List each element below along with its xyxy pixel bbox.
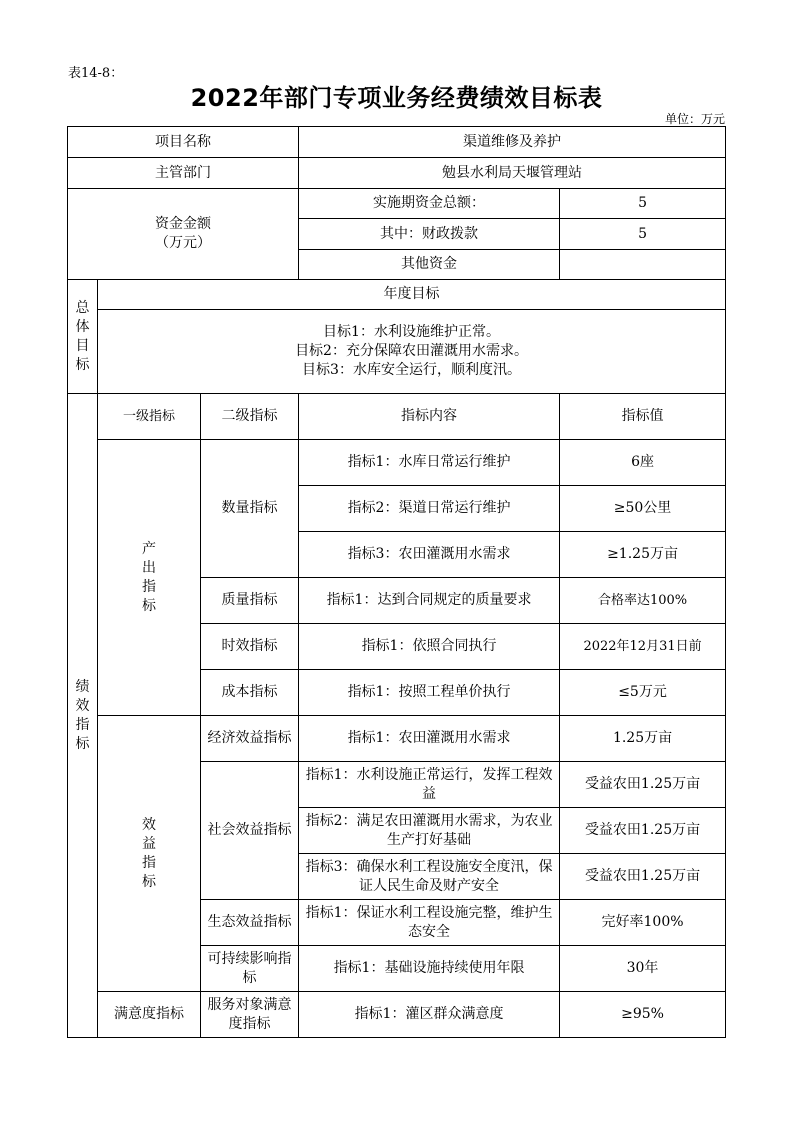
indicator-value: 完好率100% <box>560 900 726 946</box>
row-department <box>68 158 726 189</box>
sustainability-label: 可持续影响指标 <box>201 946 299 992</box>
row-annual-target-header <box>68 280 726 310</box>
unit-label: 单位：万元 <box>664 112 725 126</box>
service-satisfaction-label: 服务对象满意度指标 <box>201 992 299 1038</box>
indicator-content: 指标1：按照工程单价执行 <box>299 670 560 716</box>
row-project-name <box>68 127 726 158</box>
indicator-content: 指标1：水库日常运行维护 <box>299 440 560 486</box>
indicator-value: 合格率达100% <box>560 578 726 624</box>
indicator-value: 受益农田1.25万亩 <box>560 808 726 854</box>
cost-indicator-label: 成本指标 <box>201 670 299 716</box>
indicator-content: 指标1：达到合同规定的质量要求 <box>299 578 560 624</box>
department-label: 主管部门 <box>68 158 299 189</box>
header-level2: 二级指标 <box>201 394 299 440</box>
economic-benefit-label: 经济效益指标 <box>201 716 299 762</box>
indicator-value: 2022年12月31日前 <box>560 624 726 670</box>
indicator-content: 指标1：水利设施正常运行，发挥工程效益 <box>299 762 560 808</box>
project-name-value: 渠道维修及养护 <box>299 127 726 158</box>
indicator-content: 指标1：农田灌溉用水需求 <box>299 716 560 762</box>
fiscal-funds-label: 其中：财政拨款 <box>299 219 560 250</box>
indicator-content: 指标2：渠道日常运行维护 <box>299 486 560 532</box>
row-indicator-headers <box>68 394 726 440</box>
indicator-content: 指标1：依照合同执行 <box>299 624 560 670</box>
indicator-value: 6座 <box>560 440 726 486</box>
page-title: 2022年部门专项业务经费绩效目标表 <box>190 84 603 112</box>
indicator-value: ≥1.25万亩 <box>560 532 726 578</box>
benefit-indicator-label: 效益指标 <box>98 716 201 992</box>
funds-amount-label <box>68 189 299 280</box>
total-funds-value: 5 <box>560 189 726 219</box>
header-level1: 一级指标 <box>98 394 201 440</box>
fiscal-funds-value: 5 <box>560 219 726 250</box>
indicator-content: 指标2：满足农田灌溉用水需求，为农业生产打好基础 <box>299 808 560 854</box>
table-number: 表14-8： <box>68 66 124 81</box>
table-row <box>68 716 726 762</box>
indicator-content: 指标1：灌区群众满意度 <box>299 992 560 1038</box>
indicator-content: 指标3：确保水利工程设施安全度汛，保证人民生命及财产安全 <box>299 854 560 900</box>
annual-goals <box>98 310 726 394</box>
row-annual-goals <box>68 310 726 394</box>
row-total-funds <box>68 189 726 219</box>
table-row <box>68 440 726 486</box>
table-row <box>68 992 726 1038</box>
social-benefit-label: 社会效益指标 <box>201 762 299 900</box>
timeliness-indicator-label: 时效指标 <box>201 624 299 670</box>
department-value: 勉县水利局天堰管理站 <box>299 158 726 189</box>
overall-target-label: 总体目标 <box>68 280 98 394</box>
indicator-value: ≥50公里 <box>560 486 726 532</box>
indicator-value: ≤5万元 <box>560 670 726 716</box>
annual-target-label: 年度目标 <box>98 280 726 310</box>
indicator-content: 指标1：基础设施持续使用年限 <box>299 946 560 992</box>
output-indicator-label: 产出指标 <box>98 440 201 716</box>
performance-target-table <box>67 126 726 1038</box>
funds-label-line2: （万元） <box>155 235 212 251</box>
total-funds-label: 实施期资金总额： <box>299 189 560 219</box>
header-value: 指标值 <box>560 394 726 440</box>
goal-1: 目标1：水利设施维护正常。 <box>323 324 500 340</box>
project-name-label: 项目名称 <box>68 127 299 158</box>
other-funds-value <box>560 250 726 280</box>
indicator-value: 受益农田1.25万亩 <box>560 854 726 900</box>
quality-indicator-label: 质量指标 <box>201 578 299 624</box>
ecological-benefit-label: 生态效益指标 <box>201 900 299 946</box>
header-content: 指标内容 <box>299 394 560 440</box>
indicator-value: 受益农田1.25万亩 <box>560 762 726 808</box>
indicator-value: 30年 <box>560 946 726 992</box>
quantity-indicator-label: 数量指标 <box>201 440 299 578</box>
satisfaction-indicator-label: 满意度指标 <box>98 992 201 1038</box>
goal-3: 目标3：水库安全运行，顺利度汛。 <box>302 362 521 378</box>
performance-indicator-label: 绩效指标 <box>68 394 98 1038</box>
other-funds-label: 其他资金 <box>299 250 560 280</box>
indicator-value: 1.25万亩 <box>560 716 726 762</box>
funds-label-line1: 资金金额 <box>155 216 212 232</box>
indicator-content: 指标1：保证水利工程设施完整，维护生态安全 <box>299 900 560 946</box>
indicator-content: 指标3：农田灌溉用水需求 <box>299 532 560 578</box>
indicator-value: ≥95% <box>560 992 726 1038</box>
goal-2: 目标2：充分保障农田灌溉用水需求。 <box>295 343 528 359</box>
